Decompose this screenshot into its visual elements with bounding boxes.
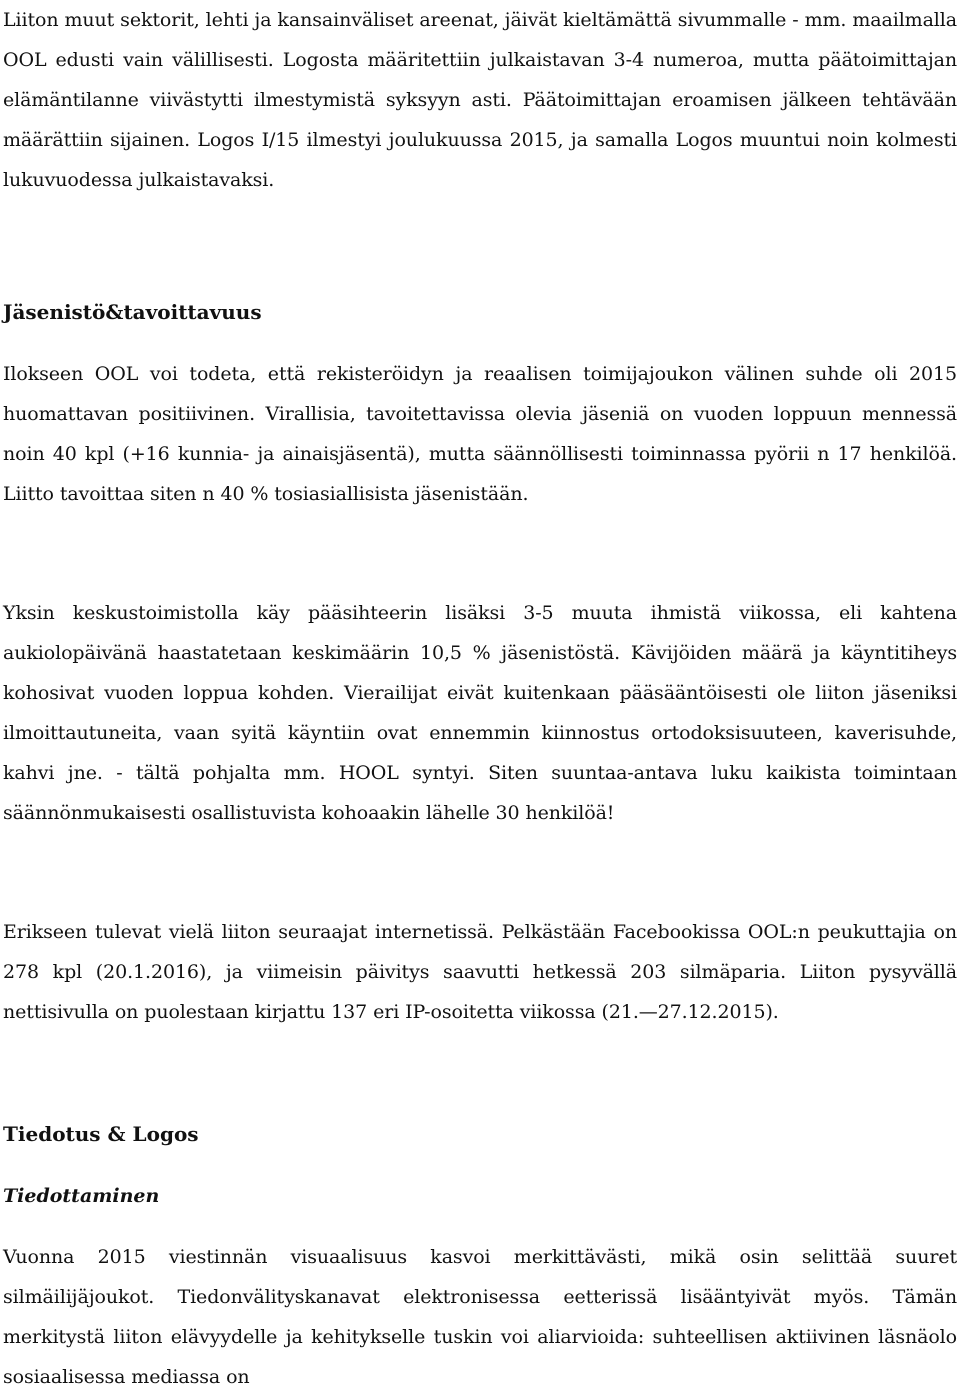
intro-paragraph: Liiton muut sektorit, lehti ja kansainväliset areenat, jäivät kieltämättä sivummalle - mm. maailmalla OOL edusti vain välillisesti. Logosta määritettiin julkaistavan 3-4 numeroa, mutta päätoimittajan elämäntilanne viivästytti ilmestymistä syksyyn asti. Päätoimittajan eroamisen jälkeen tehtävään määrättiin sijainen. Logos I/15 ilmestyi joulukuussa 2015, ja samalla Logos muuntui noin kolmesti lukuvuodessa julkaistavaksi. xyxy=(3,9,957,191)
info-subheading: Tiedottaminen xyxy=(3,1185,160,1207)
info-paragraph-1: Vuonna 2015 viestinnän visuaalisuus kasvoi merkittävästi, mikä osin selittää suuret silmäilijäjoukot. Tiedonvälityskanavat elektronisessa eetterissä lisääntyivät myös. Tämän merkitystä liiton elävyydelle ja kehitykselle tuskin voi aliarvioida: suhteellisen aktiivinen läsnäolo sosiaalisessa mediassa on xyxy=(3,1246,957,1388)
membership-paragraph-2: Yksin keskustoimistolla käy pääsihteerin lisäksi 3-5 muuta ihmistä viikossa, eli kahtena aukiolopäivänä haastatetaan keskimäärin 10,5 % jäsenistöstä. Kävijöiden määrä ja käyntitiheys kohosivat vuoden loppua kohden. Vierailijat eivät kuitenkaan pääsääntöisesti ole liiton jäseniksi ilmoittautuneita, vaan syitä käyntiin ovat ennemmin kiinnostus ortodoksisuuteen, kaverisuhde, kahvi jne. - tältä pohjalta mm. HOOL syntyi. Siten suuntaa-antava luku kaikista toimintaan säännönmukaisesti osallistuvista kohoaakin lähelle 30 henkilöä! xyxy=(3,602,957,824)
info-heading: Tiedotus & Logos xyxy=(3,1122,199,1146)
membership-heading: Jäsenistö&tavoittavuus xyxy=(3,300,262,324)
membership-paragraph-3: Erikseen tulevat vielä liiton seuraajat internetissä. Pelkästään Facebookissa OOL:n peukuttajia on 278 kpl (20.1.2016), ja viimeisin päivitys saavutti hetkessä 203 silmäparia. Liiton pysyvällä nettisivulla on puolestaan kirjattu 137 eri IP-osoitetta viikossa (21.—27.12.2015). xyxy=(3,921,957,1023)
membership-paragraph-1: Ilokseen OOL voi todeta, että rekisteröidyn ja reaalisen toimijajoukon välinen suhde oli 2015 huomattavan positiivinen. Virallisia, tavoitettavissa olevia jäseniä on vuoden loppuun mennessä noin 40 kpl (+16 kunnia- ja ainaisjäsentä), mutta säännöllisesti toiminnassa pyörii n 17 henkilöä. Liitto tavoittaa siten n 40 % tosiasiallisista jäsenistään. xyxy=(3,363,957,505)
